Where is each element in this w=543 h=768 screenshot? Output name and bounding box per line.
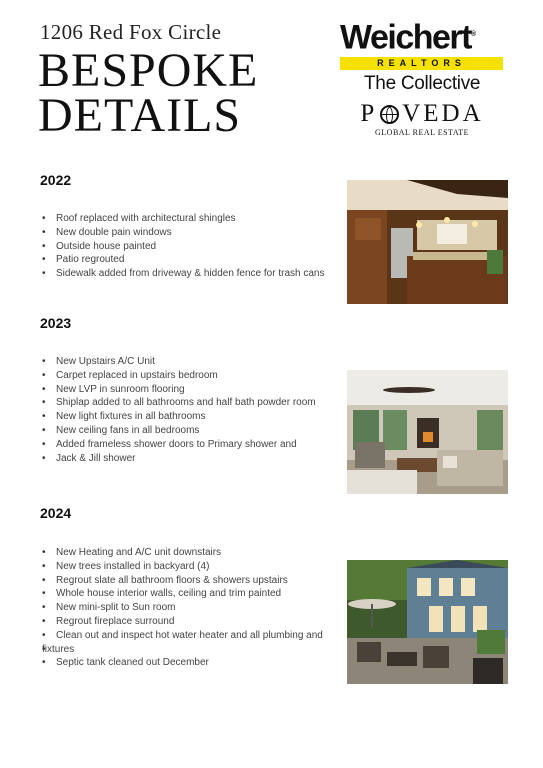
property-address: 1206 Red Fox Circle [40,20,222,44]
section-year-2024: 2024 [40,505,72,521]
list-item: • Patio regrouted [40,253,324,267]
globe-icon [380,105,399,124]
weichert-brand: Weichert® [340,18,477,57]
section-list-2023 [40,355,316,465]
list-item: • Jack & Jill shower [40,452,316,466]
section-year-2022: 2022 [40,172,72,188]
list-item: • New LVP in sunroom flooring [40,383,316,397]
backyard-photo [347,560,508,684]
section-list-2024 [40,546,323,670]
headline-line-1: BESPOKE [38,44,259,97]
poveda-subtitle: GLOBAL REAL ESTATE [375,128,469,137]
list-item: • Carpet replaced in upstairs bedroom [40,369,316,383]
list-item: • Septic tank cleaned out December [40,656,323,670]
poveda-wordmark: P VEDA [360,100,484,127]
list-item: • New mini-split to Sun room [40,601,323,615]
list-item: • Outside house painted [40,240,324,254]
list-item: • Added frameless shower doors to Primary shower and [40,438,316,452]
list-item: • New double pain windows [40,226,324,240]
list-item: • New ceiling fans in all bedrooms [40,424,316,438]
section-list-2022 [40,212,324,281]
kitchen-photo [347,180,508,304]
list-item: • New light fixtures in all bathrooms [40,410,316,424]
list-item: • Whole house interior walls, ceiling and trim painted [40,587,323,601]
list-item: • fixtures [40,643,323,657]
weichert-collective: The Collective [364,73,481,95]
poveda-logo [352,100,492,137]
list-item: • New Heating and A/C unit downstairs [40,546,323,560]
list-item: • Clean out and inspect hot water heater and all plumbing and [40,629,323,643]
list-item: • Regrout slate all bathroom floors & showers upstairs [40,574,323,588]
weichert-realtors-bar: REALTORS [340,57,503,70]
weichert-logo [340,18,505,95]
list-item: • New Upstairs A/C Unit [40,355,316,369]
list-item: • Regrout fireplace surround [40,615,323,629]
headline-line-2: DETAILS [38,89,242,142]
list-item: • Shiplap added to all bathrooms and half bath powder room [40,396,316,410]
list-item: • Sidewalk added from driveway & hidden fence for trash cans [40,267,324,281]
living-room-photo [347,370,508,494]
list-item: • New trees installed in backyard (4) [40,560,323,574]
list-item: • Roof replaced with architectural shingles [40,212,324,226]
section-year-2023: 2023 [40,315,72,331]
page-headline [38,44,259,142]
